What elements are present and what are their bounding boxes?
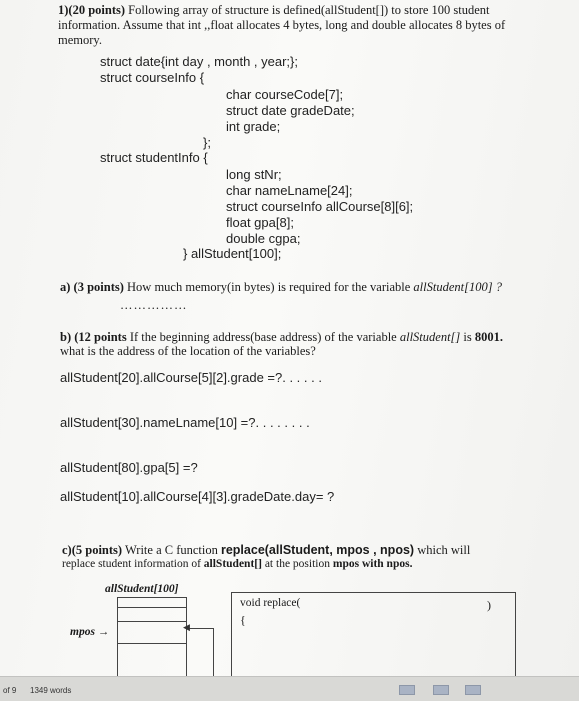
code-line-courseinfo: struct courseInfo {	[100, 70, 205, 85]
diagram-array-label: allStudent[100]	[105, 583, 179, 595]
question-header-text: Following array of structure is defined(allStudent[]) to store 100 student	[128, 3, 490, 17]
web-layout-icon[interactable]	[465, 685, 481, 695]
part-c-function: replace(allStudent, mpos , npos)	[220, 543, 415, 557]
arrow-left-icon: ◀	[183, 622, 190, 632]
array-diagram	[117, 597, 187, 678]
replace-function-open-brace: {	[240, 613, 246, 627]
question-points: 1)(20 points)	[58, 3, 126, 17]
code-line-allcourse: struct courseInfo allCourse[8][6];	[226, 199, 414, 214]
part-c-line-2-a: replace student information of	[62, 558, 201, 570]
code-line-namelname: char nameLname[24];	[226, 183, 353, 198]
part-b-line-2: what is the address of the location of the variables?	[60, 344, 316, 358]
part-b-address: 8001.	[474, 330, 503, 344]
part-a-question	[60, 280, 502, 295]
part-c-line-2-d: mpos with npos.	[332, 558, 413, 570]
connector-line	[213, 628, 214, 676]
array-cell-divider	[117, 607, 186, 608]
part-b-label: b) (12 points	[60, 330, 127, 344]
code-line-close-courseinfo: };	[203, 135, 211, 150]
page-count: of 9	[3, 686, 17, 695]
part-b-question-2: allStudent[30].nameLname[10] =?. . . . . . . .	[60, 415, 310, 430]
replace-function-close-paren: )	[487, 598, 491, 612]
part-b-is: is	[463, 330, 472, 344]
part-c-text: Write a C function	[124, 543, 218, 557]
status-bar	[0, 676, 579, 701]
part-c-line-2	[62, 558, 412, 570]
part-c-line-2-b: allStudent[]	[203, 558, 262, 570]
part-c-line-2-c: at the position	[264, 558, 330, 570]
part-b-question-1: allStudent[20].allCourse[5][2].grade =?. . . . . .	[60, 370, 322, 385]
read-mode-icon[interactable]	[399, 685, 415, 695]
array-cell-divider	[117, 643, 186, 644]
question-header-line-3: memory.	[58, 33, 102, 47]
code-line-gpa: float gpa[8];	[226, 215, 294, 230]
code-line-stnr: long stNr;	[226, 167, 282, 182]
print-layout-icon[interactable]	[433, 685, 449, 695]
question-header-line-1	[58, 3, 490, 18]
part-b-question-4: allStudent[10].allCourse[4][3].gradeDate.day= ?	[60, 489, 335, 504]
part-b-variable: allStudent[]	[399, 330, 461, 344]
part-a-variable: allStudent[100] ?	[413, 280, 502, 294]
part-c-question	[62, 543, 470, 558]
part-a-answer-blank: ……………	[120, 298, 188, 312]
part-a-text: How much memory(in bytes) is required for the variable	[127, 280, 411, 294]
code-line-coursecode: char courseCode[7];	[226, 87, 344, 102]
part-a-label: a) (3 points)	[60, 280, 124, 294]
code-line-studentinfo: struct studentInfo {	[100, 150, 208, 165]
array-cell-divider	[117, 621, 186, 622]
code-line-grade: int grade;	[226, 119, 281, 134]
code-line-cgpa: double cgpa;	[226, 231, 301, 246]
part-c-label: c)(5 points)	[62, 543, 123, 557]
mpos-label: mpos →	[70, 626, 110, 638]
replace-function-signature: void replace(	[240, 597, 301, 609]
part-c-text-2: which will	[417, 543, 471, 557]
code-line-date-struct: struct date{int day , month , year;};	[100, 54, 298, 69]
code-line-allstudent: } allStudent[100];	[183, 246, 282, 261]
part-b-question	[60, 330, 503, 345]
word-count[interactable]: 1349 words	[30, 686, 72, 695]
part-b-question-3: allStudent[80].gpa[5] =?	[60, 460, 198, 475]
connector-line	[186, 628, 214, 629]
question-header-line-2: information. Assume that int ,,float allocates 4 bytes, long and double allocates 8 bytes of	[58, 18, 506, 32]
code-line-gradedate: struct date gradeDate;	[226, 103, 355, 118]
part-b-text: If the beginning address(base address) of the variable	[129, 330, 397, 344]
